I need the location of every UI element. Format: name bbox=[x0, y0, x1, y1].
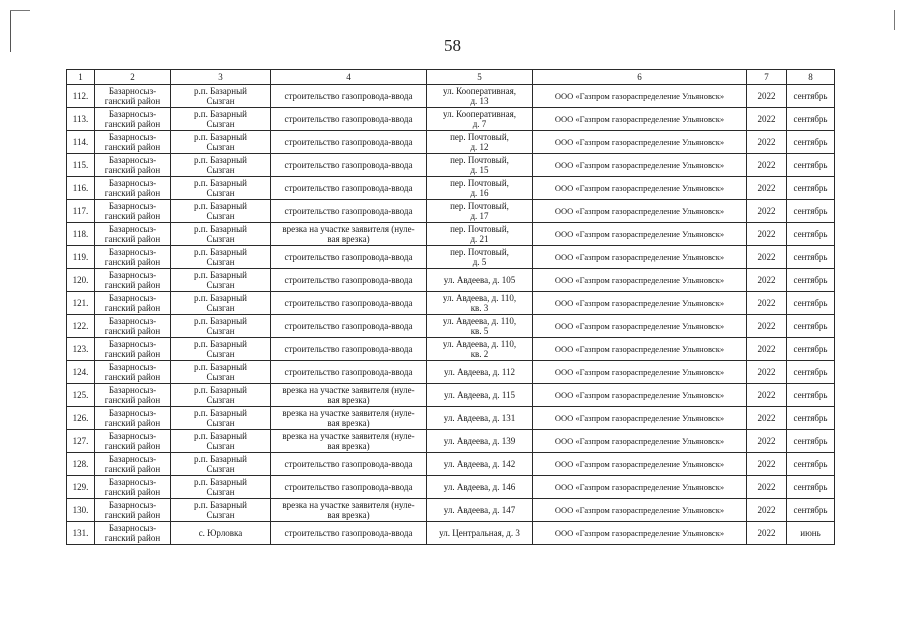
month-cell: сентябрь bbox=[787, 315, 835, 338]
month-cell: сентябрь bbox=[787, 453, 835, 476]
organization-cell: ООО «Газпром газораспределение Ульяновск» bbox=[533, 476, 747, 499]
work-type-cell: врезка на участке заявителя (нуле- вая врезка) bbox=[271, 499, 427, 522]
organization-cell: ООО «Газпром газораспределение Ульяновск» bbox=[533, 154, 747, 177]
organization-cell: ООО «Газпром газораспределение Ульяновск» bbox=[533, 292, 747, 315]
organization-cell: ООО «Газпром газораспределение Ульяновск» bbox=[533, 269, 747, 292]
work-type-cell: врезка на участке заявителя (нуле- вая врезка) bbox=[271, 384, 427, 407]
organization-cell: ООО «Газпром газораспределение Ульяновск» bbox=[533, 338, 747, 361]
month-cell: июнь bbox=[787, 522, 835, 545]
district-cell: Базарносыз- ганский район bbox=[95, 315, 171, 338]
table-row bbox=[67, 154, 835, 177]
month-cell: сентябрь bbox=[787, 200, 835, 223]
table-row bbox=[67, 407, 835, 430]
address-cell: пер. Почтовый, д. 17 bbox=[427, 200, 533, 223]
row-number-cell: 113. bbox=[67, 108, 95, 131]
column-header: 5 bbox=[427, 70, 533, 85]
month-cell: сентябрь bbox=[787, 407, 835, 430]
row-number-cell: 127. bbox=[67, 430, 95, 453]
settlement-cell: р.п. Базарный Сызган bbox=[171, 315, 271, 338]
settlement-cell: р.п. Базарный Сызган bbox=[171, 177, 271, 200]
organization-cell: ООО «Газпром газораспределение Ульяновск» bbox=[533, 223, 747, 246]
address-cell: пер. Почтовый, д. 16 bbox=[427, 177, 533, 200]
work-type-cell: строительство газопровода-ввода bbox=[271, 315, 427, 338]
row-number-cell: 118. bbox=[67, 223, 95, 246]
month-cell: сентябрь bbox=[787, 131, 835, 154]
row-number-cell: 116. bbox=[67, 177, 95, 200]
row-number-cell: 115. bbox=[67, 154, 95, 177]
organization-cell: ООО «Газпром газораспределение Ульяновск» bbox=[533, 430, 747, 453]
address-cell: ул. Центральная, д. 3 bbox=[427, 522, 533, 545]
organization-cell: ООО «Газпром газораспределение Ульяновск» bbox=[533, 200, 747, 223]
settlement-cell: р.п. Базарный Сызган bbox=[171, 453, 271, 476]
district-cell: Базарносыз- ганский район bbox=[95, 430, 171, 453]
organization-cell: ООО «Газпром газораспределение Ульяновск» bbox=[533, 361, 747, 384]
settlement-cell: р.п. Базарный Сызган bbox=[171, 223, 271, 246]
district-cell: Базарносыз- ганский район bbox=[95, 292, 171, 315]
work-type-cell: строительство газопровода-ввода bbox=[271, 522, 427, 545]
district-cell: Базарносыз- ганский район bbox=[95, 85, 171, 108]
table-row bbox=[67, 522, 835, 545]
month-cell: сентябрь bbox=[787, 269, 835, 292]
work-type-cell: строительство газопровода-ввода bbox=[271, 177, 427, 200]
month-cell: сентябрь bbox=[787, 108, 835, 131]
row-number-cell: 129. bbox=[67, 476, 95, 499]
year-cell: 2022 bbox=[747, 476, 787, 499]
settlement-cell: р.п. Базарный Сызган bbox=[171, 499, 271, 522]
organization-cell: ООО «Газпром газораспределение Ульяновск» bbox=[533, 499, 747, 522]
work-type-cell: строительство газопровода-ввода bbox=[271, 269, 427, 292]
address-cell: ул. Авдеева, д. 110, кв. 5 bbox=[427, 315, 533, 338]
column-header: 2 bbox=[95, 70, 171, 85]
address-cell: ул. Кооперативная, д. 7 bbox=[427, 108, 533, 131]
address-cell: ул. Кооперативная, д. 13 bbox=[427, 85, 533, 108]
year-cell: 2022 bbox=[747, 200, 787, 223]
settlement-cell: р.п. Базарный Сызган bbox=[171, 361, 271, 384]
work-type-cell: врезка на участке заявителя (нуле- вая врезка) bbox=[271, 430, 427, 453]
work-type-cell: врезка на участке заявителя (нуле- вая врезка) bbox=[271, 223, 427, 246]
year-cell: 2022 bbox=[747, 269, 787, 292]
year-cell: 2022 bbox=[747, 315, 787, 338]
table-row bbox=[67, 453, 835, 476]
address-cell: ул. Авдеева, д. 131 bbox=[427, 407, 533, 430]
table-header-row bbox=[67, 70, 835, 85]
address-cell: ул. Авдеева, д. 146 bbox=[427, 476, 533, 499]
column-header: 7 bbox=[747, 70, 787, 85]
settlement-cell: р.п. Базарный Сызган bbox=[171, 292, 271, 315]
table-row bbox=[67, 384, 835, 407]
year-cell: 2022 bbox=[747, 154, 787, 177]
row-number-cell: 117. bbox=[67, 200, 95, 223]
row-number-cell: 126. bbox=[67, 407, 95, 430]
settlement-cell: р.п. Базарный Сызган bbox=[171, 200, 271, 223]
organization-cell: ООО «Газпром газораспределение Ульяновск» bbox=[533, 384, 747, 407]
organization-cell: ООО «Газпром газораспределение Ульяновск» bbox=[533, 131, 747, 154]
table-row bbox=[67, 292, 835, 315]
table-row bbox=[67, 246, 835, 269]
year-cell: 2022 bbox=[747, 108, 787, 131]
district-cell: Базарносыз- ганский район bbox=[95, 177, 171, 200]
settlement-cell: р.п. Базарный Сызган bbox=[171, 131, 271, 154]
settlement-cell: р.п. Базарный Сызган bbox=[171, 338, 271, 361]
month-cell: сентябрь bbox=[787, 154, 835, 177]
year-cell: 2022 bbox=[747, 430, 787, 453]
row-number-cell: 131. bbox=[67, 522, 95, 545]
district-cell: Базарносыз- ганский район bbox=[95, 453, 171, 476]
settlement-cell: р.п. Базарный Сызган bbox=[171, 407, 271, 430]
work-type-cell: строительство газопровода-ввода bbox=[271, 453, 427, 476]
row-number-cell: 120. bbox=[67, 269, 95, 292]
settlement-cell: р.п. Базарный Сызган bbox=[171, 384, 271, 407]
month-cell: сентябрь bbox=[787, 246, 835, 269]
year-cell: 2022 bbox=[747, 407, 787, 430]
table-row bbox=[67, 223, 835, 246]
row-number-cell: 112. bbox=[67, 85, 95, 108]
work-type-cell: врезка на участке заявителя (нуле- вая врезка) bbox=[271, 407, 427, 430]
work-type-cell: строительство газопровода-ввода bbox=[271, 292, 427, 315]
year-cell: 2022 bbox=[747, 177, 787, 200]
settlement-cell: р.п. Базарный Сызган bbox=[171, 476, 271, 499]
district-cell: Базарносыз- ганский район bbox=[95, 223, 171, 246]
work-type-cell: строительство газопровода-ввода bbox=[271, 154, 427, 177]
work-type-cell: строительство газопровода-ввода bbox=[271, 200, 427, 223]
year-cell: 2022 bbox=[747, 131, 787, 154]
month-cell: сентябрь bbox=[787, 292, 835, 315]
row-number-cell: 122. bbox=[67, 315, 95, 338]
row-number-cell: 121. bbox=[67, 292, 95, 315]
row-number-cell: 128. bbox=[67, 453, 95, 476]
address-cell: ул. Авдеева, д. 115 bbox=[427, 384, 533, 407]
column-header: 8 bbox=[787, 70, 835, 85]
table-row bbox=[67, 430, 835, 453]
table-row bbox=[67, 177, 835, 200]
month-cell: сентябрь bbox=[787, 85, 835, 108]
table-row bbox=[67, 108, 835, 131]
settlement-cell: р.п. Базарный Сызган bbox=[171, 269, 271, 292]
month-cell: сентябрь bbox=[787, 223, 835, 246]
month-cell: сентябрь bbox=[787, 430, 835, 453]
work-type-cell: строительство газопровода-ввода bbox=[271, 108, 427, 131]
row-number-cell: 125. bbox=[67, 384, 95, 407]
row-number-cell: 119. bbox=[67, 246, 95, 269]
month-cell: сентябрь bbox=[787, 338, 835, 361]
gasification-table bbox=[66, 69, 835, 545]
district-cell: Базарносыз- ганский район bbox=[95, 200, 171, 223]
work-type-cell: строительство газопровода-ввода bbox=[271, 246, 427, 269]
organization-cell: ООО «Газпром газораспределение Ульяновск» bbox=[533, 453, 747, 476]
organization-cell: ООО «Газпром газораспределение Ульяновск» bbox=[533, 407, 747, 430]
year-cell: 2022 bbox=[747, 292, 787, 315]
district-cell: Базарносыз- ганский район bbox=[95, 269, 171, 292]
settlement-cell: р.п. Базарный Сызган bbox=[171, 154, 271, 177]
address-cell: ул. Авдеева, д. 147 bbox=[427, 499, 533, 522]
work-type-cell: строительство газопровода-ввода bbox=[271, 361, 427, 384]
table-row bbox=[67, 499, 835, 522]
table-row bbox=[67, 361, 835, 384]
district-cell: Базарносыз- ганский район bbox=[95, 108, 171, 131]
district-cell: Базарносыз- ганский район bbox=[95, 384, 171, 407]
row-number-cell: 124. bbox=[67, 361, 95, 384]
page-number: 58 bbox=[444, 36, 461, 55]
month-cell: сентябрь bbox=[787, 476, 835, 499]
address-cell: ул. Авдеева, д. 110, кв. 2 bbox=[427, 338, 533, 361]
organization-cell: ООО «Газпром газораспределение Ульяновск» bbox=[533, 315, 747, 338]
work-type-cell: строительство газопровода-ввода bbox=[271, 476, 427, 499]
row-number-cell: 123. bbox=[67, 338, 95, 361]
organization-cell: ООО «Газпром газораспределение Ульяновск» bbox=[533, 522, 747, 545]
scan-edge-mark bbox=[894, 10, 895, 30]
address-cell: пер. Почтовый, д. 5 bbox=[427, 246, 533, 269]
year-cell: 2022 bbox=[747, 499, 787, 522]
column-header: 4 bbox=[271, 70, 427, 85]
work-type-cell: строительство газопровода-ввода bbox=[271, 131, 427, 154]
year-cell: 2022 bbox=[747, 223, 787, 246]
address-cell: ул. Авдеева, д. 142 bbox=[427, 453, 533, 476]
district-cell: Базарносыз- ганский район bbox=[95, 476, 171, 499]
address-cell: пер. Почтовый, д. 15 bbox=[427, 154, 533, 177]
address-cell: ул. Авдеева, д. 139 bbox=[427, 430, 533, 453]
month-cell: сентябрь bbox=[787, 499, 835, 522]
district-cell: Базарносыз- ганский район bbox=[95, 522, 171, 545]
settlement-cell: р.п. Базарный Сызган bbox=[171, 85, 271, 108]
district-cell: Базарносыз- ганский район bbox=[95, 499, 171, 522]
district-cell: Базарносыз- ганский район bbox=[95, 338, 171, 361]
organization-cell: ООО «Газпром газораспределение Ульяновск» bbox=[533, 246, 747, 269]
row-number-cell: 130. bbox=[67, 499, 95, 522]
year-cell: 2022 bbox=[747, 384, 787, 407]
address-cell: ул. Авдеева, д. 110, кв. 3 bbox=[427, 292, 533, 315]
settlement-cell: р.п. Базарный Сызган bbox=[171, 430, 271, 453]
address-cell: пер. Почтовый, д. 21 bbox=[427, 223, 533, 246]
work-type-cell: строительство газопровода-ввода bbox=[271, 338, 427, 361]
table-row bbox=[67, 200, 835, 223]
year-cell: 2022 bbox=[747, 522, 787, 545]
organization-cell: ООО «Газпром газораспределение Ульяновск» bbox=[533, 85, 747, 108]
table-row bbox=[67, 476, 835, 499]
district-cell: Базарносыз- ганский район bbox=[95, 131, 171, 154]
row-number-cell: 114. bbox=[67, 131, 95, 154]
table-row bbox=[67, 269, 835, 292]
settlement-cell: р.п. Базарный Сызган bbox=[171, 108, 271, 131]
column-header: 3 bbox=[171, 70, 271, 85]
month-cell: сентябрь bbox=[787, 361, 835, 384]
column-header: 1 bbox=[67, 70, 95, 85]
settlement-cell: р.п. Базарный Сызган bbox=[171, 246, 271, 269]
year-cell: 2022 bbox=[747, 85, 787, 108]
month-cell: сентябрь bbox=[787, 384, 835, 407]
work-type-cell: строительство газопровода-ввода bbox=[271, 85, 427, 108]
district-cell: Базарносыз- ганский район bbox=[95, 246, 171, 269]
settlement-cell: с. Юрловка bbox=[171, 522, 271, 545]
month-cell: сентябрь bbox=[787, 177, 835, 200]
address-cell: ул. Авдеева, д. 112 bbox=[427, 361, 533, 384]
district-cell: Базарносыз- ганский район bbox=[95, 407, 171, 430]
table-row bbox=[67, 131, 835, 154]
scan-edge-mark bbox=[10, 10, 30, 11]
table-row bbox=[67, 338, 835, 361]
district-cell: Базарносыз- ганский район bbox=[95, 361, 171, 384]
organization-cell: ООО «Газпром газораспределение Ульяновск» bbox=[533, 108, 747, 131]
year-cell: 2022 bbox=[747, 246, 787, 269]
organization-cell: ООО «Газпром газораспределение Ульяновск» bbox=[533, 177, 747, 200]
year-cell: 2022 bbox=[747, 453, 787, 476]
year-cell: 2022 bbox=[747, 361, 787, 384]
column-header: 6 bbox=[533, 70, 747, 85]
district-cell: Базарносыз- ганский район bbox=[95, 154, 171, 177]
address-cell: пер. Почтовый, д. 12 bbox=[427, 131, 533, 154]
year-cell: 2022 bbox=[747, 338, 787, 361]
table-row bbox=[67, 85, 835, 108]
table-row bbox=[67, 315, 835, 338]
address-cell: ул. Авдеева, д. 105 bbox=[427, 269, 533, 292]
